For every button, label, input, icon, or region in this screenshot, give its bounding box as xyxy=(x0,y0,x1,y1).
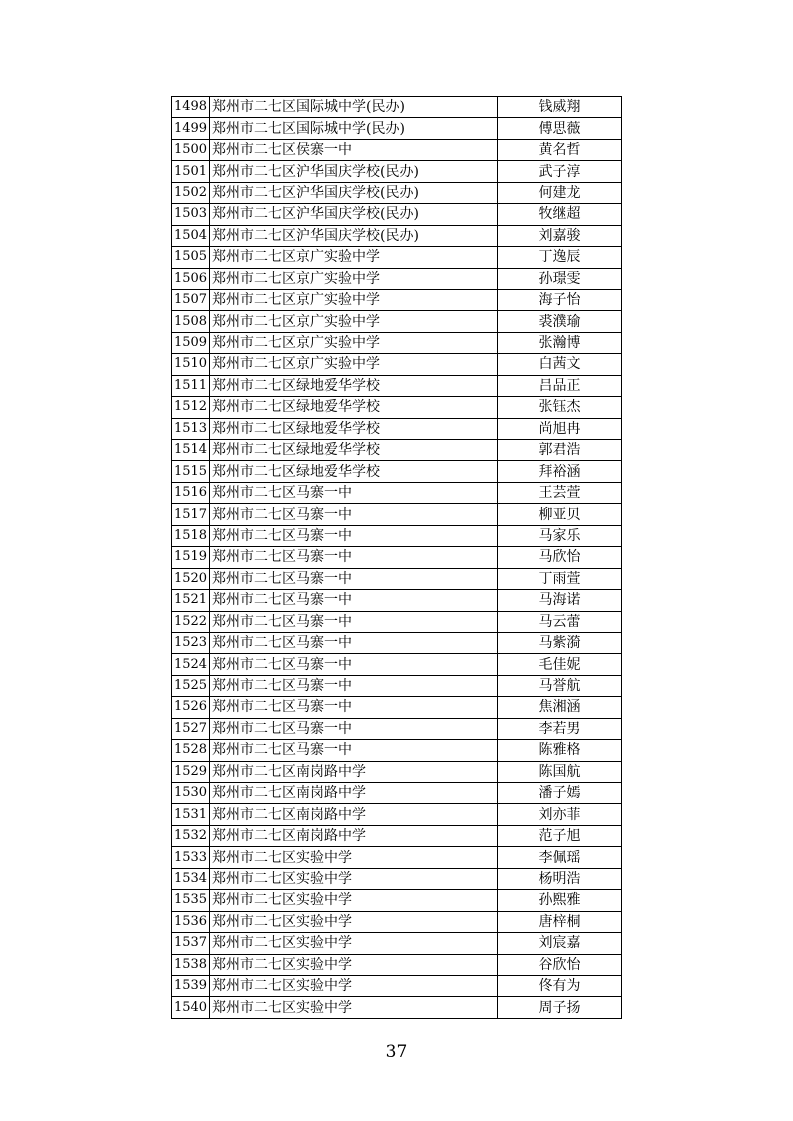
row-number: 1500 xyxy=(172,139,210,160)
school-name: 郑州市二七区绿地爱华学校 xyxy=(210,461,498,482)
school-name: 郑州市二七区绿地爱华学校 xyxy=(210,440,498,461)
row-number: 1509 xyxy=(172,332,210,353)
student-name: 马紫漪 xyxy=(498,632,622,653)
school-name: 郑州市二七区国际城中学(民办) xyxy=(210,97,498,118)
row-number: 1527 xyxy=(172,718,210,739)
row-number: 1533 xyxy=(172,847,210,868)
table-row xyxy=(172,933,622,954)
table-row xyxy=(172,418,622,439)
row-number: 1512 xyxy=(172,397,210,418)
table-row xyxy=(172,118,622,139)
table-row xyxy=(172,225,622,246)
table-row xyxy=(172,761,622,782)
row-number: 1526 xyxy=(172,697,210,718)
school-name: 郑州市二七区实验中学 xyxy=(210,911,498,932)
row-number: 1518 xyxy=(172,525,210,546)
table-row xyxy=(172,182,622,203)
row-number: 1530 xyxy=(172,783,210,804)
school-name: 郑州市二七区马寨一中 xyxy=(210,632,498,653)
row-number: 1536 xyxy=(172,911,210,932)
student-name: 裘濮瑜 xyxy=(498,311,622,332)
student-name: 孙璟雯 xyxy=(498,268,622,289)
row-number: 1534 xyxy=(172,868,210,889)
table-row xyxy=(172,311,622,332)
table-row xyxy=(172,332,622,353)
row-number: 1529 xyxy=(172,761,210,782)
table-row xyxy=(172,204,622,225)
row-number: 1525 xyxy=(172,675,210,696)
row-number: 1523 xyxy=(172,632,210,653)
row-number: 1513 xyxy=(172,418,210,439)
school-name: 郑州市二七区实验中学 xyxy=(210,868,498,889)
row-number: 1537 xyxy=(172,933,210,954)
school-name: 郑州市二七区南岗路中学 xyxy=(210,783,498,804)
table-row xyxy=(172,868,622,889)
student-name: 刘亦菲 xyxy=(498,804,622,825)
table-row xyxy=(172,375,622,396)
school-name: 郑州市二七区实验中学 xyxy=(210,997,498,1018)
row-number: 1514 xyxy=(172,440,210,461)
row-number: 1524 xyxy=(172,654,210,675)
roster-body xyxy=(172,97,622,1019)
row-number: 1519 xyxy=(172,547,210,568)
row-number: 1522 xyxy=(172,611,210,632)
student-name: 武子淳 xyxy=(498,161,622,182)
student-name: 陈国航 xyxy=(498,761,622,782)
table-row xyxy=(172,847,622,868)
table-row xyxy=(172,139,622,160)
row-number: 1499 xyxy=(172,118,210,139)
student-name: 范子旭 xyxy=(498,825,622,846)
table-row xyxy=(172,675,622,696)
row-number: 1531 xyxy=(172,804,210,825)
student-name: 拜裕涵 xyxy=(498,461,622,482)
roster-table xyxy=(171,96,622,1019)
row-number: 1521 xyxy=(172,590,210,611)
school-name: 郑州市二七区南岗路中学 xyxy=(210,804,498,825)
student-name: 佟有为 xyxy=(498,975,622,996)
school-name: 郑州市二七区绿地爱华学校 xyxy=(210,375,498,396)
student-name: 马欣怡 xyxy=(498,547,622,568)
table-row xyxy=(172,890,622,911)
school-name: 郑州市二七区实验中学 xyxy=(210,954,498,975)
school-name: 郑州市二七区实验中学 xyxy=(210,933,498,954)
table-row xyxy=(172,504,622,525)
school-name: 郑州市二七区马寨一中 xyxy=(210,654,498,675)
row-number: 1532 xyxy=(172,825,210,846)
student-name: 刘宸嘉 xyxy=(498,933,622,954)
row-number: 1503 xyxy=(172,204,210,225)
row-number: 1515 xyxy=(172,461,210,482)
school-name: 郑州市二七区马寨一中 xyxy=(210,590,498,611)
table-row xyxy=(172,783,622,804)
student-name: 马海诺 xyxy=(498,590,622,611)
row-number: 1507 xyxy=(172,289,210,310)
school-name: 郑州市二七区实验中学 xyxy=(210,890,498,911)
student-name: 马家乐 xyxy=(498,525,622,546)
student-name: 张钰杰 xyxy=(498,397,622,418)
student-name: 唐梓桐 xyxy=(498,911,622,932)
student-name: 丁雨萱 xyxy=(498,568,622,589)
table-row xyxy=(172,997,622,1018)
table-row xyxy=(172,611,622,632)
school-name: 郑州市二七区南岗路中学 xyxy=(210,825,498,846)
school-name: 郑州市二七区马寨一中 xyxy=(210,482,498,503)
row-number: 1511 xyxy=(172,375,210,396)
table-row xyxy=(172,161,622,182)
school-name: 郑州市二七区马寨一中 xyxy=(210,740,498,761)
school-name: 郑州市二七区京广实验中学 xyxy=(210,268,498,289)
row-number: 1506 xyxy=(172,268,210,289)
table-row xyxy=(172,397,622,418)
table-row xyxy=(172,247,622,268)
table-row xyxy=(172,547,622,568)
table-row xyxy=(172,911,622,932)
student-name: 周子扬 xyxy=(498,997,622,1018)
student-name: 谷欣怡 xyxy=(498,954,622,975)
table-row xyxy=(172,632,622,653)
school-name: 郑州市二七区京广实验中学 xyxy=(210,311,498,332)
student-name: 牧继超 xyxy=(498,204,622,225)
student-name: 王芸萱 xyxy=(498,482,622,503)
student-name: 钱威翔 xyxy=(498,97,622,118)
school-name: 郑州市二七区马寨一中 xyxy=(210,697,498,718)
table-row xyxy=(172,525,622,546)
student-name: 孙熙雅 xyxy=(498,890,622,911)
student-name: 杨明浩 xyxy=(498,868,622,889)
student-name: 潘子嫣 xyxy=(498,783,622,804)
student-name: 郭君浩 xyxy=(498,440,622,461)
table-row xyxy=(172,740,622,761)
student-name: 焦湘涵 xyxy=(498,697,622,718)
table-row xyxy=(172,354,622,375)
row-number: 1538 xyxy=(172,954,210,975)
student-name: 刘嘉骏 xyxy=(498,225,622,246)
student-name: 白茜文 xyxy=(498,354,622,375)
row-number: 1501 xyxy=(172,161,210,182)
table-row xyxy=(172,440,622,461)
school-name: 郑州市二七区京广实验中学 xyxy=(210,354,498,375)
page-number: 37 xyxy=(385,1042,408,1062)
student-name: 毛佳妮 xyxy=(498,654,622,675)
school-name: 郑州市二七区沪华国庆学校(民办) xyxy=(210,161,498,182)
student-name: 马云蕾 xyxy=(498,611,622,632)
row-number: 1517 xyxy=(172,504,210,525)
row-number: 1502 xyxy=(172,182,210,203)
table-row xyxy=(172,654,622,675)
school-name: 郑州市二七区实验中学 xyxy=(210,847,498,868)
row-number: 1498 xyxy=(172,97,210,118)
school-name: 郑州市二七区京广实验中学 xyxy=(210,247,498,268)
school-name: 郑州市二七区马寨一中 xyxy=(210,568,498,589)
school-name: 郑州市二七区马寨一中 xyxy=(210,675,498,696)
row-number: 1516 xyxy=(172,482,210,503)
table-row xyxy=(172,97,622,118)
table-row xyxy=(172,461,622,482)
row-number: 1540 xyxy=(172,997,210,1018)
school-name: 郑州市二七区沪华国庆学校(民办) xyxy=(210,182,498,203)
school-name: 郑州市二七区侯寨一中 xyxy=(210,139,498,160)
student-name: 陈雅格 xyxy=(498,740,622,761)
school-name: 郑州市二七区南岗路中学 xyxy=(210,761,498,782)
school-name: 郑州市二七区马寨一中 xyxy=(210,525,498,546)
table-row xyxy=(172,568,622,589)
row-number: 1504 xyxy=(172,225,210,246)
row-number: 1505 xyxy=(172,247,210,268)
table-row xyxy=(172,718,622,739)
table-row xyxy=(172,954,622,975)
table-row xyxy=(172,268,622,289)
school-name: 郑州市二七区马寨一中 xyxy=(210,611,498,632)
table-row xyxy=(172,590,622,611)
school-name: 郑州市二七区京广实验中学 xyxy=(210,332,498,353)
table-row xyxy=(172,482,622,503)
school-name: 郑州市二七区沪华国庆学校(民办) xyxy=(210,204,498,225)
row-number: 1510 xyxy=(172,354,210,375)
table-row xyxy=(172,975,622,996)
student-name: 傅思薇 xyxy=(498,118,622,139)
table-row xyxy=(172,804,622,825)
student-name: 丁逸辰 xyxy=(498,247,622,268)
row-number: 1508 xyxy=(172,311,210,332)
student-name: 李若男 xyxy=(498,718,622,739)
table-row xyxy=(172,697,622,718)
school-name: 郑州市二七区绿地爱华学校 xyxy=(210,397,498,418)
student-name: 李佩瑶 xyxy=(498,847,622,868)
school-name: 郑州市二七区马寨一中 xyxy=(210,547,498,568)
student-name: 马誉航 xyxy=(498,675,622,696)
school-name: 郑州市二七区京广实验中学 xyxy=(210,289,498,310)
row-number: 1520 xyxy=(172,568,210,589)
row-number: 1539 xyxy=(172,975,210,996)
school-name: 郑州市二七区国际城中学(民办) xyxy=(210,118,498,139)
row-number: 1535 xyxy=(172,890,210,911)
school-name: 郑州市二七区马寨一中 xyxy=(210,504,498,525)
student-name: 何建龙 xyxy=(498,182,622,203)
table-row xyxy=(172,825,622,846)
school-name: 郑州市二七区马寨一中 xyxy=(210,718,498,739)
student-name: 海子怡 xyxy=(498,289,622,310)
student-name: 张瀚博 xyxy=(498,332,622,353)
school-name: 郑州市二七区绿地爱华学校 xyxy=(210,418,498,439)
student-name: 黄名哲 xyxy=(498,139,622,160)
student-name: 柳亚贝 xyxy=(498,504,622,525)
school-name: 郑州市二七区沪华国庆学校(民办) xyxy=(210,225,498,246)
school-name: 郑州市二七区实验中学 xyxy=(210,975,498,996)
table-row xyxy=(172,289,622,310)
student-name: 吕品正 xyxy=(498,375,622,396)
student-name: 尚旭冉 xyxy=(498,418,622,439)
row-number: 1528 xyxy=(172,740,210,761)
